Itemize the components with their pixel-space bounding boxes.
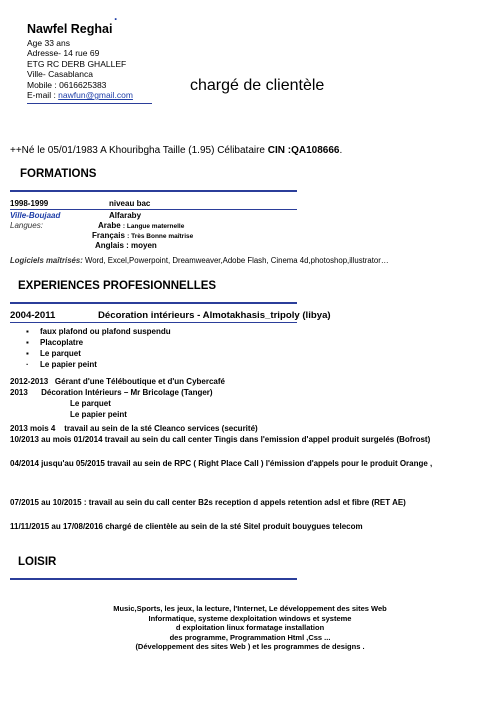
address-line-2: ETG RC DERB GHALLEF [27, 58, 127, 69]
email-line [27, 90, 133, 100]
loisir-line: Music,Sports, les jeux, la lecture, l'Internet, Le développement des sites Web [113, 604, 387, 613]
formations-divider [10, 190, 297, 192]
loisir-divider [10, 578, 297, 580]
logiciels-list: Word, Excel,Powerpoint, Dreamweaver,Adobe Flash, Cinema 4d,photoshop,illustrator… [82, 256, 389, 265]
loisir-text [0, 604, 500, 652]
exp-first-divider [10, 322, 297, 323]
exp-first-list [26, 326, 171, 370]
age: Age 33 ans [27, 38, 71, 48]
formation-level: niveau bac [109, 199, 151, 208]
header-dot: . [114, 9, 118, 23]
logiciels-label: Logiciels maîtrisés: [10, 256, 83, 265]
experiences-divider [10, 302, 297, 304]
section-title-experiences: EXPERIENCES PROFESIONNELLES [18, 280, 217, 292]
loisir-line: Informatique, systeme dexploitation windows et systeme [148, 613, 352, 623]
langue-arabe: Arabe : Langue maternelle [98, 221, 185, 230]
loisir-line: des programme, Programmation Html ,Css ... [169, 632, 331, 642]
section-title-loisir: LOISIR [18, 556, 57, 568]
loisir-line: d exploitation linux formatage installation [175, 623, 325, 633]
exp-b2s: 07/2015 au 10/2015 : travail au sein du call center B2s reception d appels retention adsl et fibre (RET AE) [10, 498, 406, 507]
formation-period: 1998-1999 [10, 199, 49, 208]
contact-block [27, 38, 133, 100]
exp-tingis: 10/2013 au mois 01/2014 travail au sein du call center Tingis dans l'emission d'appel produit surgelés (Bofrost) [10, 435, 431, 444]
candidate-name: Nawfel Reghai [27, 22, 113, 36]
exp-cleanco: 2013 mois 4 travail au sein de la sté Cleanco services (securité) [10, 424, 258, 433]
section-title-formations: FORMATIONS [20, 168, 97, 180]
cin: CIN :QA108666 [267, 145, 340, 156]
address-line-1: Adresse- 14 rue 69 [27, 48, 100, 59]
exp-2012: 2012-2013 Gérant d'une Téléboutique et d'un Cybercafé [10, 377, 225, 386]
exp-2013-item: Le papier peint [70, 410, 127, 419]
loisir-line: (Développement des sites Web ) et les programmes de designs . [135, 642, 365, 652]
job-title: chargé de clientèle [190, 77, 325, 94]
birth-info [10, 145, 342, 156]
list-item: ▪ faux plafond ou plafond suspendu [26, 327, 171, 336]
formation-city: Ville-Boujaad [10, 211, 61, 220]
list-item: ▪ Le parquet [26, 349, 81, 358]
exp-first-period: 2004-2011 [10, 310, 56, 321]
city: Ville- Casablanca [27, 69, 93, 80]
logiciels-line [10, 256, 389, 265]
birth-text: ++Né le 05/01/1983 A Khouribgha Taille (1.95) Célibataire [10, 145, 268, 156]
birth-end: . [339, 145, 343, 156]
langue-francais: Français : Très Bonne maîtrise [92, 231, 194, 240]
formation-school: Alfaraby [109, 211, 142, 220]
exp-2013: 2013 Décoration Intérieurs – Mr Bricolage (Tanger) [10, 388, 213, 397]
exp-rpc: 04/2014 jusqu'au 05/2015 travail au sein de RPC ( Right Place Call ) l'émission d'appels pour le produit Orange , [10, 459, 433, 468]
list-item: · Le papier peint [26, 360, 97, 369]
email-label: E-mail : [27, 90, 59, 101]
exp-first-title: Décoration intérieurs - Almotakhasis_tripoly (libya) [98, 310, 331, 321]
header-underline [27, 103, 152, 104]
email-link[interactable]: nawfun@gmail.com [58, 90, 133, 101]
langues-label: Langues: [10, 221, 43, 230]
exp-2013-item: Le parquet [70, 399, 111, 408]
mobile: Mobile : 0616625383 [27, 79, 107, 90]
list-item: ▪ Placoplatre [26, 338, 84, 347]
langue-anglais: Anglais : moyen [95, 241, 157, 250]
exp-sitel: 11/11/2015 au 17/08/2016 chargé de clientèle au sein de la sté Sitel produit bouygues telecom [10, 522, 363, 531]
formation-divider [10, 209, 297, 210]
